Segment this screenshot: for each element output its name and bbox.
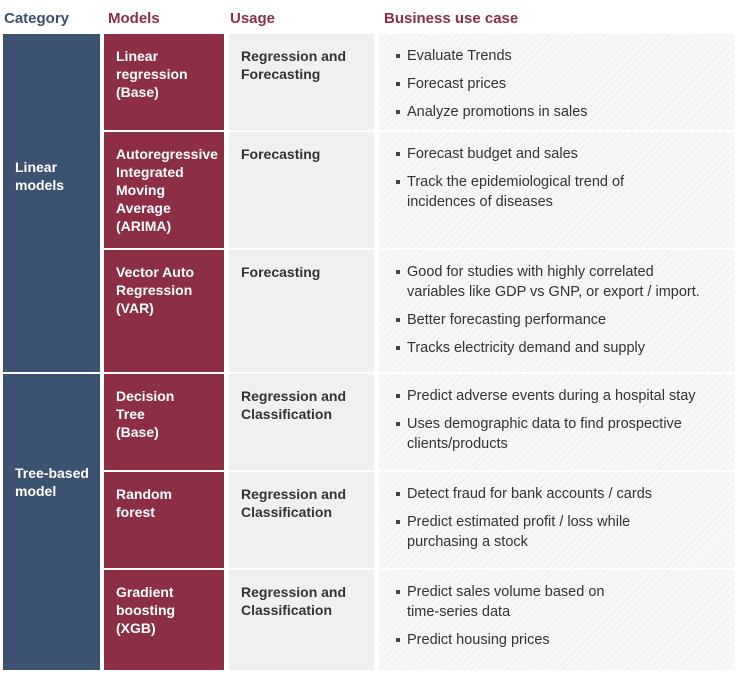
usage-cell: Regression and Forecasting <box>229 34 374 130</box>
model-cell: Random forest <box>104 472 224 568</box>
header-models: Models <box>108 10 160 27</box>
use-case-item: Predict housing prices <box>395 630 735 650</box>
model-cell: Decision Tree (Base) <box>104 374 224 470</box>
model-cell: Gradient boosting (XGB) <box>104 570 224 670</box>
use-case-list <box>395 386 735 454</box>
use-case-item: Predict adverse events during a hospital stay <box>395 386 735 406</box>
use-case-list <box>395 46 735 122</box>
header-business-use-case: Business use case <box>384 10 519 27</box>
use-case-item: Predict sales volume based on time-series data <box>395 582 735 622</box>
use-case-item: Track the epidemiological trend of incidences of diseases <box>395 172 735 212</box>
business-use-case-cell <box>379 132 735 248</box>
use-case-item: Uses demographic data to find prospective clients/products <box>395 414 735 454</box>
model-cell: Autoregressive Integrated Moving Average (ARIMA) <box>104 132 224 248</box>
use-case-item: Tracks electricity demand and supply <box>395 338 735 358</box>
use-case-item: Forecast budget and sales <box>395 144 735 164</box>
use-case-item: Better forecasting performance <box>395 310 735 330</box>
business-use-case-cell <box>379 34 735 130</box>
use-case-list <box>395 262 735 358</box>
model-cell: Vector Auto Regression (VAR) <box>104 250 224 372</box>
business-use-case-cell <box>379 250 735 372</box>
usage-cell: Regression and Classification <box>229 374 374 470</box>
use-case-item: Evaluate Trends <box>395 46 735 66</box>
use-case-list <box>395 582 735 650</box>
use-case-item: Analyze promotions in sales <box>395 102 735 122</box>
business-use-case-cell <box>379 472 735 568</box>
usage-cell: Regression and Classification <box>229 472 374 568</box>
category-tree-based-model: Tree-based model <box>3 374 100 670</box>
category-linear-models: Linear models <box>3 34 100 372</box>
usage-cell: Regression and Classification <box>229 570 374 670</box>
use-case-item: Detect fraud for bank accounts / cards <box>395 484 735 504</box>
usage-cell: Forecasting <box>229 132 374 248</box>
usage-cell: Forecasting <box>229 250 374 372</box>
use-case-item: Predict estimated profit / loss while purchasing a stock <box>395 512 735 552</box>
model-cell: Linear regression (Base) <box>104 34 224 130</box>
use-case-list <box>395 144 735 212</box>
business-use-case-cell <box>379 570 735 670</box>
business-use-case-cell <box>379 374 735 470</box>
use-case-list <box>395 484 735 552</box>
use-case-item: Forecast prices <box>395 74 735 94</box>
header-category: Category <box>4 10 70 27</box>
use-case-item: Good for studies with highly correlated variables like GDP vs GNP, or export / import. <box>395 262 735 302</box>
header-usage: Usage <box>230 10 276 27</box>
